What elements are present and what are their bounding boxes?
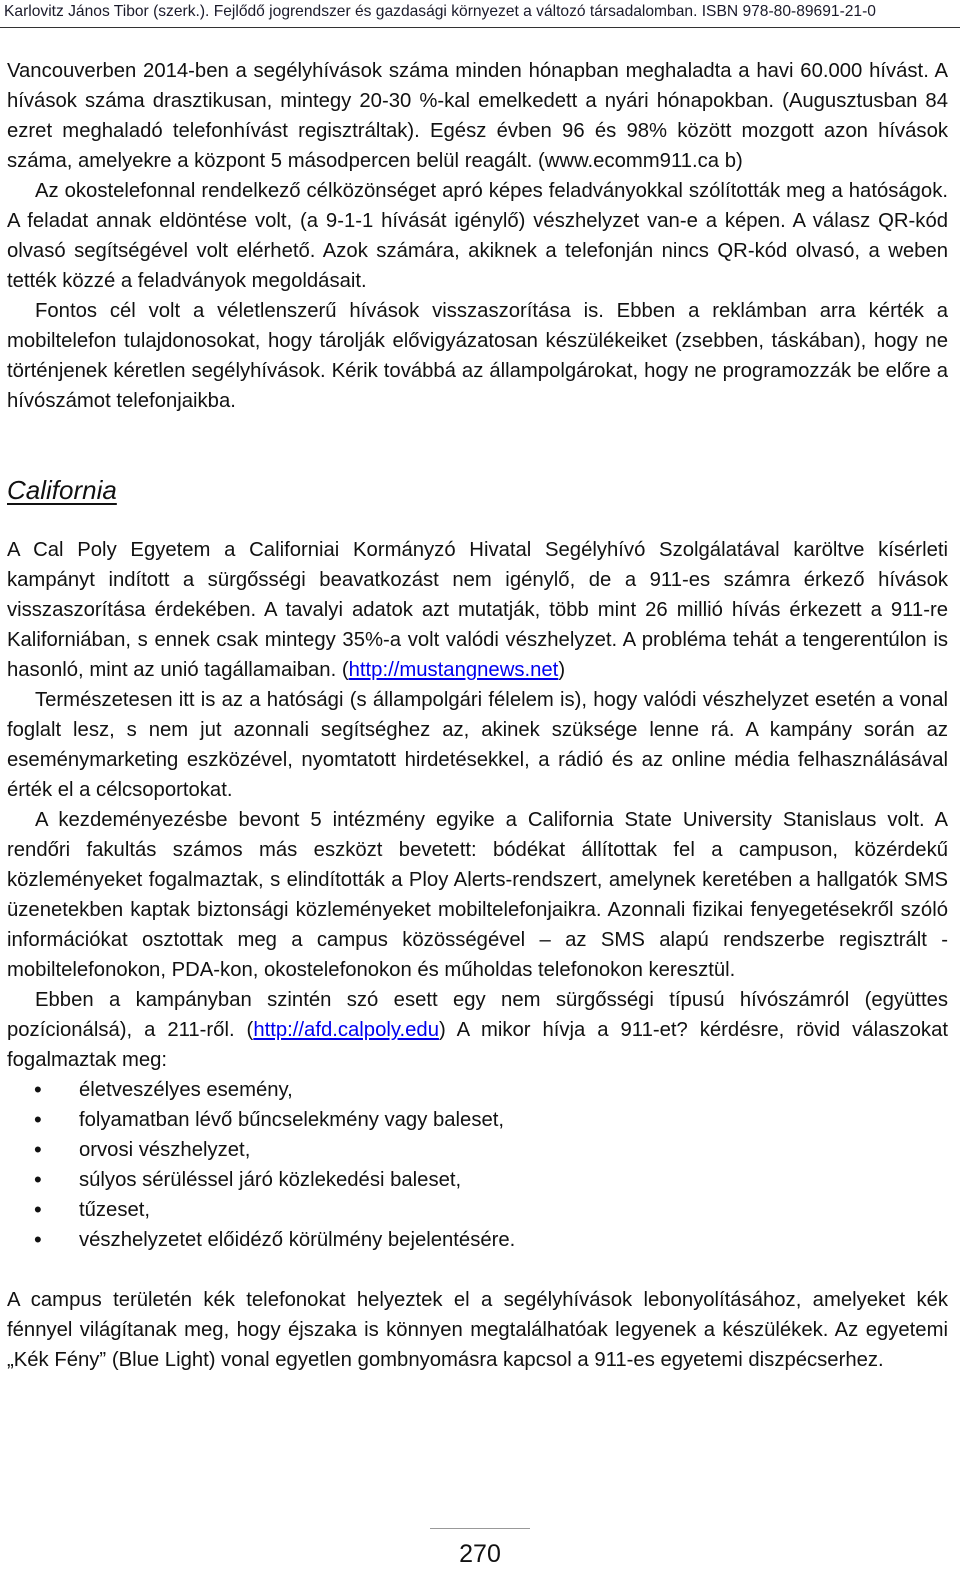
list-item: • életveszélyes esemény, [7, 1075, 948, 1105]
emergency-list [7, 1075, 948, 1255]
section-heading-california: California [7, 475, 117, 505]
header-divider [0, 27, 960, 28]
list-item: • tűzeset, [7, 1195, 948, 1225]
vancouver-paragraph-3: Fontos cél volt a véletlenszerű hívások visszaszorítása is. Ebben a reklámban arra kérték a mobiltelefon tulajdonosokat, hogy tárolják elővigyázatosan készülékeiket (zsebben, táskában), hogy ne történjenek kéretlen segélyhívások. Kérik továbbá az állampolgárokat, hogy ne programozzák be előre a hívószámot telefonjaikba. [7, 300, 948, 412]
running-header: Karlovitz János Tibor (szerk.). Fejlődő jogrendszer és gazdasági környezet a változó társadalomban. ISBN 978-80-89691-21-0 [4, 3, 876, 20]
vancouver-section [7, 56, 948, 416]
calpoly-link[interactable]: http://afd.calpoly.edu [253, 1019, 439, 1041]
list-item: • folyamatban lévő bűncselekmény vagy baleset, [7, 1105, 948, 1135]
california-section [7, 476, 948, 1375]
california-paragraph-2: Természetesen itt is az a hatósági (s állampolgári félelem is), hogy valódi vészhelyzet esetén a vonal foglalt lesz, s nem jut azonnali segítséghez az, akinek szüksége lenne rá. A kampány során az eseménymarketing eszközével, nyomtatott hirdetésekkel, a rádió és az online média felhasználásával érték el a célcsoportokat. [7, 689, 948, 801]
page-body [7, 56, 948, 1375]
california-paragraph-4-rest: ) A mikor hívja a 911-et? kérdésre, rövid válaszokat fogalmaztak meg: [7, 1019, 948, 1071]
california-paragraph-4-text: Ebben a kampányban szintén szó esett egy nem sürgősségi típusú hívószámról (együttes pozícionálsá), a 211-ről. ( [7, 989, 948, 1041]
vancouver-paragraph-1: Vancouverben 2014-ben a segélyhívások száma minden hónapban meghaladta a havi 60.000 hívást. A hívások száma drasztikusan, mintegy 20-30 %-kal emelkedett a nyári hónapokban. (Augusztusban 84 ezret meghaladó telefonhívást regisztráltak). Egész évben 96 és 98% között mozgott azon hívások száma, amelyekre a központ 5 másodpercen belül reagált. (www.ecomm911.ca b) [7, 60, 948, 172]
vancouver-paragraph-2: Az okostelefonnal rendelkező célközönséget apró képes feladványokkal szólították meg a hatóságok. A feladat annak eldöntése volt, (a 9-1-1 hívását igénylő) vészhelyzet van-e a képen. A válasz QR-kód olvasó segítségével volt elérhető. Azok számára, akiknek a telefonján nincs QR-kód olvasó, a weben tették közzé a feladványok megoldásait. [7, 180, 948, 292]
page-number: 270 [459, 1540, 501, 1568]
california-paragraph-1-text: A Cal Poly Egyetem a Californiai Kormányzó Hivatal Segélyhívó Szolgálatával karöltve kísérleti kampányt indított a sürgősségi beavatkozást nem igénylő, de a 911-es számra érkező hívások visszaszorítása érdekében. A tavalyi adatok azt mutatják, több mint 26 millió hívás érkezett a 911-re Kaliforniában, s ennek csak mintegy 35%-a volt valódi vészhelyzet. A probléma tehát a tengerentúlon is hasonló, mint az unió tagállamaiban. ( [7, 539, 948, 681]
list-item: • súlyos sérüléssel járó közlekedési baleset, [7, 1165, 948, 1195]
california-paragraph-5: A campus területén kék telefonokat helyeztek el a segélyhívások lebonyolításához, amelyeket kék fénnyel világítanak meg, hogy éjszaka is könnyen megtalálhatóak legyenek a készülékek. Az egyetemi „Kék Fény” (Blue Light) vonal egyetlen gombnyomásra kapcsol a 911-es egyetemi diszpécserhez. [7, 1289, 948, 1371]
california-paragraph-1 [7, 535, 948, 685]
mustangnews-link[interactable]: http://mustangnews.net [348, 659, 559, 681]
california-paragraph-3: A kezdeményezésbe bevont 5 intézmény egyike a California State University Stanislaus volt. A rendőri fakultás számos más eszközt bevetett: bódékat állítottak fel a campuson, közérdekű közleményeket fogalmaztak, s elindították a Ploy Alerts-rendszert, amelynek keretében a hallgatók SMS üzenetekben kaptak biztonsági közleményeket mobiltelefonjaikra. Azonnali fizikai fenyegetésekről szóló információkat osztottak meg a campus közösségével – az SMS alapú rendszerbe regisztrált - mobiltelefonokon, PDA-kon, okostelefonokon és műholdas telefonokon keresztül. [7, 809, 948, 981]
footer-divider [430, 1528, 530, 1529]
list-item: • vészhelyzetet előidéző körülmény bejelentésére. [7, 1225, 948, 1255]
california-paragraph-4 [7, 985, 948, 1075]
california-paragraph-1-close: ) [558, 659, 566, 681]
list-item: • orvosi vészhelyzet, [7, 1135, 948, 1165]
